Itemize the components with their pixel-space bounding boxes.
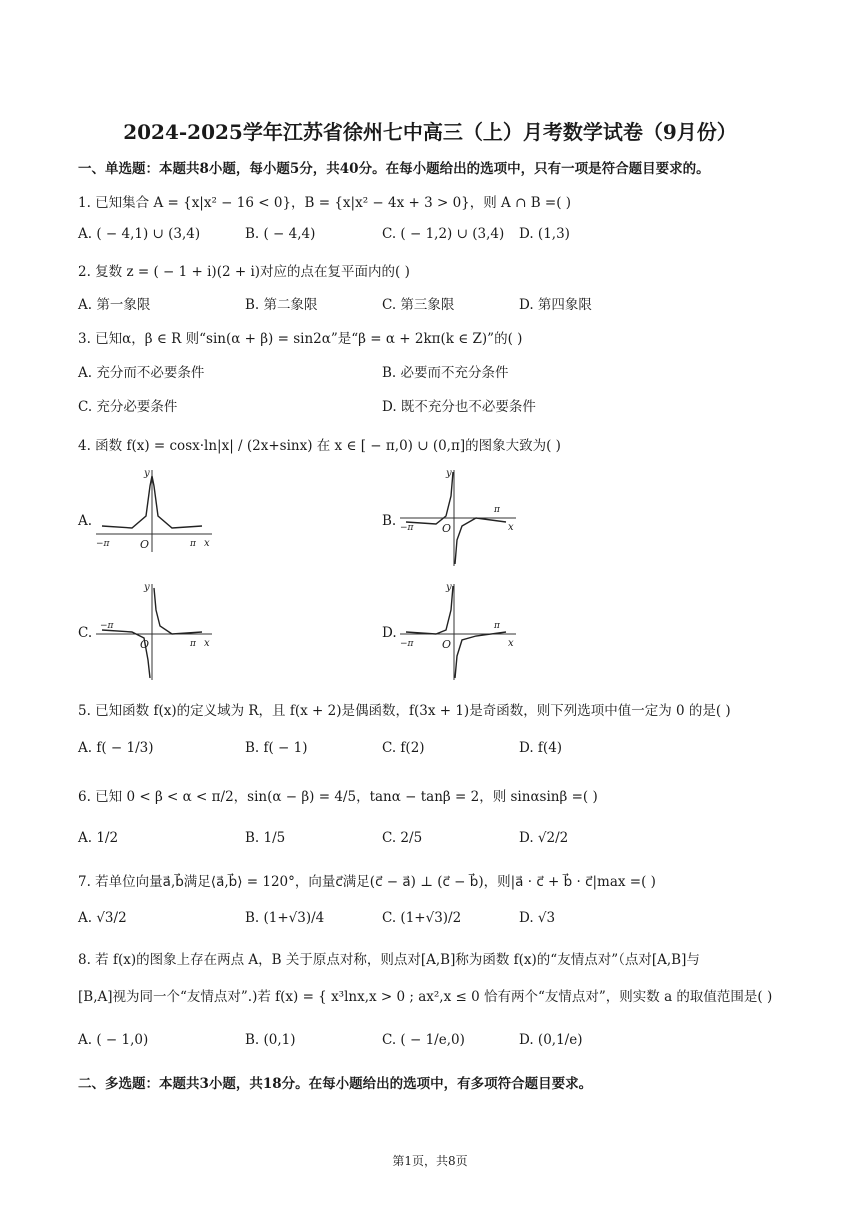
q2-option-d: D. 第四象限 — [519, 297, 592, 313]
q7-option-c: C. (1+√3)/2 — [382, 910, 462, 926]
question-6-stem: 6. 已知 0 < β < α < π/2，sin(α − β) = 4/5，tanα − tanβ = 2，则 sinαsinβ =( ) — [78, 789, 598, 805]
question-8-stem-line-1: 8. 若 f(x)的图象上存在两点 A，B 关于原点对称，则点对[A,B]称为函数 f(x)的“友情点对”（点对[A,B]与 — [78, 952, 700, 968]
neg-pi-label: −π — [96, 539, 110, 549]
q3-option-a: A. 充分而不必要条件 — [78, 365, 205, 381]
q3-option-b: B. 必要而不充分条件 — [382, 365, 509, 381]
origin-label: O — [140, 638, 150, 651]
q2-option-b: B. 第二象限 — [245, 297, 318, 313]
q7-option-d: D. √3 — [519, 910, 556, 926]
q5-option-a: A. f( − 1/3) — [78, 740, 154, 756]
question-1-stem: 1. 已知集合 A = {x|x² − 16 < 0}，B = {x|x² − 4x + 3 > 0}，则 A ∩ B =( ) — [78, 195, 572, 211]
q4-option-a-label: A. — [78, 513, 93, 529]
q3-option-d: D. 既不充分也不必要条件 — [382, 399, 536, 415]
axis-x-label: x — [508, 638, 514, 649]
question-2-stem: 2. 复数 z = ( − 1 + i)(2 + i)对应的点在复平面内的( ) — [78, 264, 410, 280]
axis-x-label: x — [204, 538, 210, 549]
q6-option-c: C. 2/5 — [382, 830, 423, 846]
axis-y-label: y — [446, 582, 452, 593]
q1-option-d: D. (1,3) — [519, 226, 570, 242]
q4-graph-b — [396, 466, 521, 571]
neg-pi-label: −π — [400, 639, 414, 649]
axis-y-label: y — [144, 582, 150, 593]
q5-option-d: D. f(4) — [519, 740, 563, 756]
pi-label: π — [190, 539, 196, 549]
origin-label: O — [442, 638, 452, 651]
q7-option-b: B. (1+√3)/4 — [245, 910, 325, 926]
q3-option-c: C. 充分必要条件 — [78, 399, 178, 415]
q4-option-d-label: D. — [382, 625, 397, 641]
page-title: 2024-2025学年江苏省徐州七中高三（上）月考数学试卷（9月份） — [123, 120, 737, 144]
q8-option-b: B. (0,1) — [245, 1032, 296, 1048]
axis-y-label: y — [446, 468, 452, 479]
neg-pi-label: −π — [400, 523, 414, 533]
q2-option-a: A. 第一象限 — [78, 297, 151, 313]
pi-label: π — [494, 505, 500, 515]
pi-label: π — [494, 621, 500, 631]
page-footer: 第1页，共8页 — [392, 1154, 468, 1168]
q5-option-c: C. f(2) — [382, 740, 425, 756]
q6-option-a: A. 1/2 — [78, 830, 119, 846]
section-2-heading: 二、多选题：本题共3小题，共18分。在每小题给出的选项中，有多项符合题目要求。 — [78, 1076, 593, 1092]
neg-pi-label: −π — [100, 621, 114, 631]
origin-label: O — [442, 522, 452, 535]
question-3-stem: 3. 已知α，β ∈ R 则“sin(α + β) = sin2α”是“β = α + 2kπ(k ∈ Z)”的( ) — [78, 331, 523, 347]
q8-option-c: C. ( − 1/e,0) — [382, 1032, 465, 1048]
axis-x-label: x — [508, 522, 514, 533]
question-8-stem-line-2: [B,A]视为同一个“友情点对”.)若 f(x) = { x³lnx,x > 0 ; ax²,x ≤ 0 恰有两个“友情点对”，则实数 a 的取值范围是( ) — [78, 989, 773, 1005]
origin-label: O — [140, 538, 150, 551]
q4-option-b-label: B. — [382, 513, 397, 529]
question-5-stem: 5. 已知函数 f(x)的定义域为 R，且 f(x + 2)是偶函数，f(3x + 1)是奇函数，则下列选项中值一定为 0 的是( ) — [78, 703, 731, 719]
q6-option-b: B. 1/5 — [245, 830, 286, 846]
q1-option-c: C. ( − 1,2) ∪ (3,4) — [382, 226, 505, 242]
q4-graph-a — [92, 466, 217, 556]
pi-label: π — [190, 639, 196, 649]
q8-option-a: A. ( − 1,0) — [78, 1032, 149, 1048]
q5-option-b: B. f( − 1) — [245, 740, 308, 756]
q2-option-c: C. 第三象限 — [382, 297, 455, 313]
axis-x-label: x — [204, 638, 210, 649]
question-7-stem: 7. 若单位向量a⃗,b⃗满足⟨a⃗,b⃗⟩ = 120°，向量c⃗满足(c⃗ − a⃗) ⊥ (c⃗ − b⃗)，则|a⃗ · c⃗ + b⃗ · c⃗|max =( ) — [78, 874, 656, 890]
q8-option-d: D. (0,1/e) — [519, 1032, 583, 1048]
axis-y-label: y — [144, 468, 150, 479]
question-4-stem: 4. 函数 f(x) = cosx·ln|x| / (2x+sinx) 在 x ∈ [ − π,0) ∪ (0,π]的图象大致为( ) — [78, 438, 561, 454]
q1-option-a: A. ( − 4,1) ∪ (3,4) — [78, 226, 201, 242]
q1-option-b: B. ( − 4,4) — [245, 226, 316, 242]
q4-option-c-label: C. — [78, 625, 93, 641]
section-1-heading: 一、单选题：本题共8小题，每小题5分，共40分。在每小题给出的选项中，只有一项是符合题目要求的。 — [78, 161, 710, 177]
q4-graph-d — [396, 580, 521, 685]
q7-option-a: A. √3/2 — [78, 910, 127, 926]
q6-option-d: D. √2/2 — [519, 830, 569, 846]
q4-graph-c — [92, 580, 217, 685]
